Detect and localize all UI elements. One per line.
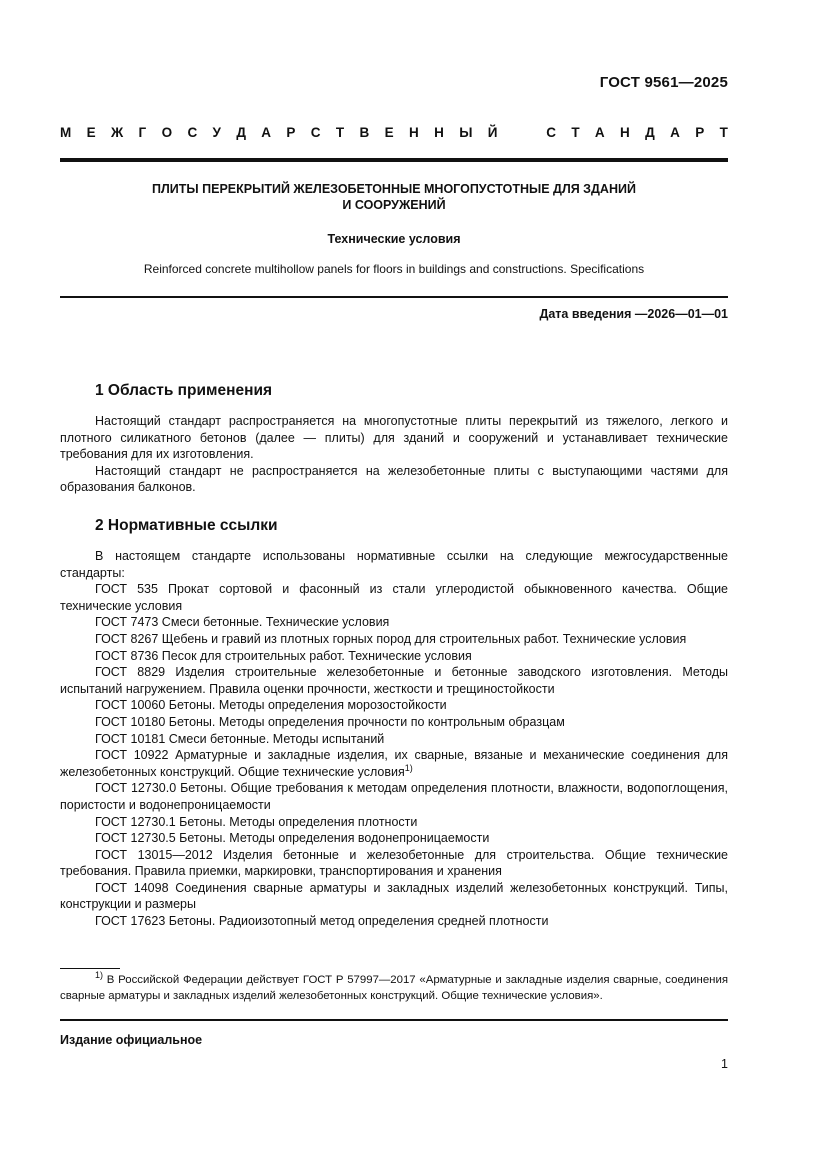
title-divider — [60, 296, 728, 298]
interstate-standard-banner — [60, 125, 728, 140]
banner-word-gap — [513, 125, 531, 140]
banner-letter: Д — [236, 125, 246, 140]
normative-reference: ГОСТ 8829 Изделия строительные железобетонные и бетонные заводского изготовления. Методы испытаний нагружением. Правила оценки прочности, жесткости и трещиностойкости — [60, 665, 728, 696]
introduction-date: Дата введения —2026—01—01 — [539, 307, 728, 321]
footnote-body: В Российской Федерации действует ГОСТ Р 57997—2017 «Арматурные и закладные изделия сварные, соединения сварные арматуры и закладных изделий железобетонных конструкций. Общие технические условия». — [60, 974, 728, 1002]
paragraph: Настоящий стандарт распространяется на многопустотные плиты перекрытий из тяжелого, легкого и плотного силикатного бетонов (далее — плиты) для зданий и сооружений и устанавливает технические требования для их изготовления. — [60, 414, 728, 462]
banner-letter: Р — [286, 125, 296, 140]
banner-letter: С — [310, 125, 321, 140]
footnote-mark: 1) — [95, 970, 104, 980]
banner-letter: Е — [384, 125, 394, 140]
normative-reference: ГОСТ 12730.1 Бетоны. Методы определения плотности — [95, 814, 418, 829]
banner-letter: Т — [719, 125, 728, 140]
normative-reference: ГОСТ 10181 Смеси бетонные. Методы испытаний — [95, 731, 385, 746]
section-2-body — [60, 548, 728, 930]
normative-reference: ГОСТ 17623 Бетоны. Радиоизотопный метод определения средней плотности — [95, 914, 549, 929]
banner-letter: А — [594, 125, 605, 140]
document-subtitle: Технические условия — [327, 232, 461, 246]
reference-text: ГОСТ 10922 Арматурные и закладные изделия, их сварные, вязаные и механические соединения для железобетонных конструкций. Общие технические условия — [60, 748, 728, 779]
normative-reference — [60, 747, 728, 780]
banner-letter: Ж — [110, 125, 124, 140]
paragraph: В настоящем стандарте использованы нормативные ссылки на следующие межгосударственные стандарты: — [60, 549, 728, 580]
banner-letter: Д — [645, 125, 655, 140]
banner-letter: С — [187, 125, 198, 140]
banner-letter: В — [359, 125, 370, 140]
document-page — [60, 0, 728, 1169]
normative-reference: ГОСТ 8736 Песок для строительных работ. Технические условия — [95, 648, 472, 663]
paragraph: Настоящий стандарт не распространяется на железобетонные плиты с выступающими частями для образования балконов. — [60, 463, 728, 495]
banner-letter: Н — [434, 125, 444, 140]
banner-letter: Р — [695, 125, 705, 140]
banner-letter: Т — [571, 125, 580, 140]
banner-letter: У — [212, 125, 221, 140]
section-1-body — [60, 413, 728, 496]
banner-letter: М — [60, 125, 72, 140]
normative-reference: ГОСТ 12730.5 Бетоны. Методы определения водонепроницаемости — [95, 831, 490, 846]
banner-letter: Н — [408, 125, 419, 140]
banner-letter: Т — [335, 125, 345, 140]
footnote-marker[interactable]: 1) — [404, 762, 413, 773]
document-title — [60, 181, 728, 213]
banner-letter: Г — [138, 125, 147, 140]
footer-divider — [60, 1019, 728, 1021]
english-title: Reinforced concrete multihollow panels for floors in buildings and constructions. Specifications — [143, 262, 645, 276]
document-code: ГОСТ 9561—2025 — [599, 74, 728, 91]
banner-letter: Е — [86, 125, 96, 140]
official-edition-label: Издание официальное — [60, 1033, 203, 1047]
banner-letter: С — [546, 125, 556, 140]
title-line-2: И СООРУЖЕНИЙ — [342, 198, 446, 212]
normative-reference: ГОСТ 535 Прокат сортовой и фасонный из стали углеродистой обыкновенного качества. Общие технические условия — [60, 582, 728, 613]
section-2-heading: 2 Нормативные ссылки — [95, 517, 278, 534]
header-divider — [60, 158, 728, 162]
footnote-separator — [60, 968, 120, 969]
banner-letter: Н — [620, 125, 630, 140]
normative-reference: ГОСТ 10180 Бетоны. Методы определения прочности по контрольным образцам — [95, 714, 565, 729]
normative-reference: ГОСТ 8267 Щебень и гравий из плотных горных пород для строительных работ. Технические условия — [95, 631, 687, 646]
normative-reference: ГОСТ 10060 Бетоны. Методы определения морозостойкости — [95, 698, 447, 713]
section-1-heading: 1 Область применения — [95, 382, 273, 399]
banner-letter: Й — [487, 125, 498, 140]
normative-reference: ГОСТ 13015—2012 Изделия бетонные и железобетонные для строительства. Общие технические требования. Правила приемки, маркировки, транспортирования и хранения — [60, 847, 728, 879]
normative-reference: ГОСТ 12730.0 Бетоны. Общие требования к методам определения плотности, влажности, водопоглощения, пористости и водонепроницаемости — [60, 781, 728, 812]
normative-reference: ГОСТ 7473 Смеси бетонные. Технические условия — [95, 615, 390, 630]
normative-reference: ГОСТ 14098 Соединения сварные арматуры и закладных изделий железобетонных конструкций. Типы, конструкции и размеры — [60, 880, 728, 912]
banner-letter: А — [261, 125, 272, 140]
page-number: 1 — [721, 1057, 728, 1071]
footnote — [60, 972, 728, 1004]
footnote-text — [60, 972, 728, 1004]
banner-letter: О — [161, 125, 173, 140]
banner-letter: А — [670, 125, 680, 140]
banner-letter: Ы — [459, 125, 473, 140]
title-line-1: ПЛИТЫ ПЕРЕКРЫТИЙ ЖЕЛЕЗОБЕТОННЫЕ МНОГОПУСТОТНЫЕ ДЛЯ ЗДАНИЙ — [152, 182, 636, 196]
